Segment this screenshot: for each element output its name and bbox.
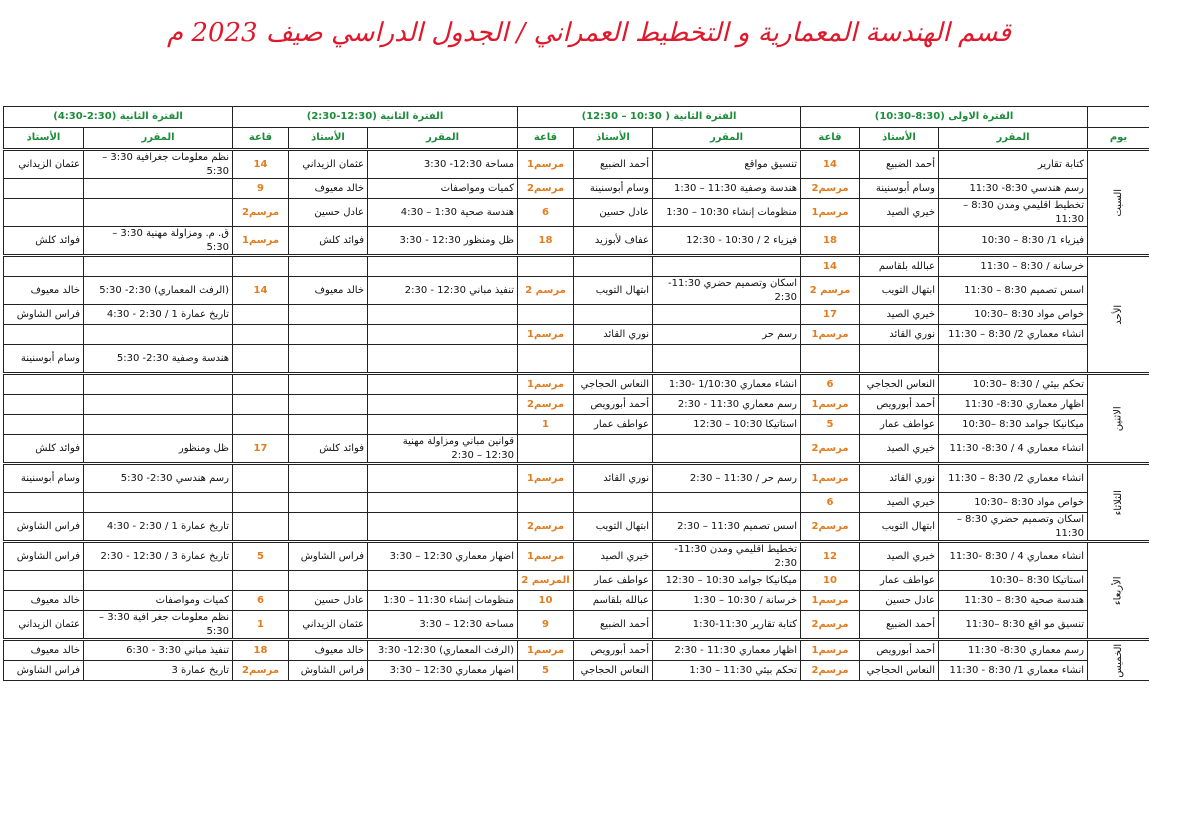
course-cell: انشاء معماري 4 / 8:30 -11:30: [939, 542, 1088, 571]
room-cell: [233, 415, 289, 435]
teacher-cell: فراس الشاوش: [4, 513, 84, 542]
schedule-row: [4, 464, 1150, 493]
schedule-row: [4, 256, 1150, 277]
room-cell: مرسم2: [801, 435, 860, 464]
course-cell: ظل ومنظور 12:30 - 3:30: [368, 227, 518, 256]
room-cell: 9: [518, 611, 574, 640]
room-cell: 5: [801, 415, 860, 435]
teacher-cell: النعاس الحجاجي: [574, 374, 653, 395]
course-cell: رسم حر / 11:30 – 2:30: [653, 464, 801, 493]
schedule-row: [4, 374, 1150, 395]
room-cell: 14: [801, 150, 860, 179]
course-cell: تاريخ عمارة 1 / 2:30 - 4:30: [84, 513, 233, 542]
teacher-cell: [289, 305, 368, 325]
teacher-cell: خيري الصيد: [860, 493, 939, 513]
course-cell: هندسة صحية 8:30 – 11:30: [939, 591, 1088, 611]
teacher-cell: عادل حسين: [860, 591, 939, 611]
room-cell: 5: [233, 542, 289, 571]
header-teacher: الأستاذ: [4, 128, 84, 150]
teacher-cell: أحمد أبورويص: [860, 640, 939, 661]
course-cell: ميكانيكا جوامد 10:30 – 12:30: [653, 571, 801, 591]
room-cell: 18: [801, 227, 860, 256]
period-3-header: الفترة الثانية (12:30-2:30): [233, 107, 518, 128]
course-cell: تاريخ عمارة 3: [84, 661, 233, 681]
schedule-row: [4, 435, 1150, 464]
course-cell: [84, 395, 233, 415]
teacher-cell: [860, 227, 939, 256]
teacher-cell: نوري القائد: [860, 464, 939, 493]
day-cell: [1088, 464, 1149, 542]
teacher-cell: فراس الشاوش: [4, 661, 84, 681]
room-cell: مرسم1: [518, 150, 574, 179]
course-cell: كميات ومواصفات: [84, 591, 233, 611]
room-cell: 6: [801, 493, 860, 513]
course-cell: قوانين مباني ومزاولة مهنية 12:30 – 2:30: [368, 435, 518, 464]
schedule-sheet: [3, 106, 1149, 836]
teacher-cell: ابتهال التويب: [860, 277, 939, 305]
teacher-cell: [860, 345, 939, 374]
course-cell: [368, 325, 518, 345]
room-cell: مرسم 2: [518, 277, 574, 305]
column-header-row: [4, 128, 1150, 150]
day-cell: [1088, 640, 1149, 681]
teacher-cell: [289, 493, 368, 513]
course-cell: منظومات إنشاء 11:30 – 1:30: [368, 591, 518, 611]
teacher-cell: عثمان الزيداني: [4, 150, 84, 179]
course-cell: [84, 374, 233, 395]
room-cell: [518, 345, 574, 374]
header-day: يوم: [1088, 128, 1149, 150]
teacher-cell: عثمان الزيداني: [4, 611, 84, 640]
schedule-row: [4, 661, 1150, 681]
room-cell: 9: [233, 179, 289, 199]
room-cell: مرسم1: [801, 640, 860, 661]
teacher-cell: فراس الشاوش: [4, 305, 84, 325]
course-cell: رسم هندسي 2:30- 5:30: [84, 464, 233, 493]
teacher-cell: عواطف عمار: [860, 571, 939, 591]
course-cell: انشاء معماري 1/ 8:30 - 11:30: [939, 661, 1088, 681]
teacher-cell: خيري الصيد: [860, 435, 939, 464]
course-cell: اسكان وتصميم حضري 8:30 – 11:30: [939, 513, 1088, 542]
teacher-cell: عادل حسين: [289, 591, 368, 611]
room-cell: مرسم2: [233, 661, 289, 681]
course-cell: خواص مواد 8:30 –10:30: [939, 305, 1088, 325]
room-cell: مرسم1: [801, 464, 860, 493]
teacher-cell: [574, 435, 653, 464]
course-cell: رسم هندسي 8:30- 11:30: [939, 179, 1088, 199]
teacher-cell: خالد معيوف: [4, 277, 84, 305]
room-cell: [518, 435, 574, 464]
room-cell: 6: [801, 374, 860, 395]
day-name: الاثنين: [1112, 406, 1124, 431]
room-cell: 14: [233, 150, 289, 179]
teacher-cell: أحمد أبورويص: [860, 395, 939, 415]
header-room: قاعة: [233, 128, 289, 150]
course-cell: تنسيق مواقع: [653, 150, 801, 179]
teacher-cell: [4, 325, 84, 345]
day-name: السبت: [1112, 188, 1124, 217]
schedule-row: [4, 305, 1150, 325]
schedule-row: [4, 277, 1150, 305]
room-cell: مرسم1: [518, 542, 574, 571]
course-cell: [84, 179, 233, 199]
course-cell: خرسانة / 10:30 – 1:30: [653, 591, 801, 611]
course-cell: [84, 256, 233, 277]
teacher-cell: وسام أبوسنينة: [860, 179, 939, 199]
room-cell: 14: [233, 277, 289, 305]
room-cell: المرسم 2: [518, 571, 574, 591]
course-cell: تحكم بيئي / 8:30 –10:30: [939, 374, 1088, 395]
room-cell: مرسم2: [801, 179, 860, 199]
course-cell: تاريخ عمارة 3 / 12:30 - 2:30: [84, 542, 233, 571]
teacher-cell: أحمد الضبيع: [574, 611, 653, 640]
teacher-cell: [289, 325, 368, 345]
course-cell: هندسة وصفية 2:30- 5:30: [84, 345, 233, 374]
course-cell: تنفيذ مباني 12:30 - 2:30: [368, 277, 518, 305]
header-course: المقرر: [939, 128, 1088, 150]
course-cell: تخطيط اقليمي ومدن 8:30 – 11:30: [939, 199, 1088, 227]
course-cell: فيزياء 2 / 10:30 - 12:30: [653, 227, 801, 256]
teacher-cell: عواطف عمار: [574, 415, 653, 435]
teacher-cell: [4, 374, 84, 395]
teacher-cell: فراس الشاوش: [289, 542, 368, 571]
room-cell: مرسم2: [518, 395, 574, 415]
teacher-cell: [4, 199, 84, 227]
course-cell: [653, 256, 801, 277]
course-cell: [84, 571, 233, 591]
room-cell: [518, 256, 574, 277]
course-cell: [653, 345, 801, 374]
room-cell: [518, 493, 574, 513]
room-cell: مرسم2: [801, 661, 860, 681]
teacher-cell: [289, 345, 368, 374]
room-cell: 10: [518, 591, 574, 611]
room-cell: 1: [233, 611, 289, 640]
course-cell: اسكان وتصميم حضري 11:30- 2:30: [653, 277, 801, 305]
room-cell: مرسم2: [801, 513, 860, 542]
room-cell: [233, 513, 289, 542]
teacher-cell: عبالله بلقاسم: [574, 591, 653, 611]
course-cell: انشاء معماري 2/ 8:30 – 11:30: [939, 325, 1088, 345]
day-header-spacer: [1088, 107, 1149, 128]
period-2-header: الفترة الثانية ( 10:30 – 12:30): [518, 107, 801, 128]
teacher-cell: أحمد أبورويص: [574, 395, 653, 415]
teacher-cell: خالد معيوف: [289, 179, 368, 199]
header-course: المقرر: [368, 128, 518, 150]
period-1-header: الفترة الاولى (8:30-10:30): [801, 107, 1088, 128]
course-cell: نظم معلومات جغر افية 3:30 – 5:30: [84, 611, 233, 640]
teacher-cell: [289, 374, 368, 395]
course-cell: [368, 374, 518, 395]
schedule-row: [4, 640, 1150, 661]
course-cell: [368, 345, 518, 374]
room-cell: [233, 464, 289, 493]
schedule-row: [4, 571, 1150, 591]
teacher-cell: فراس الشاوش: [4, 542, 84, 571]
course-cell: رسم معماري 11:30 - 2:30: [653, 395, 801, 415]
teacher-cell: [574, 305, 653, 325]
course-cell: [653, 493, 801, 513]
course-cell: [368, 513, 518, 542]
teacher-cell: عواطف عمار: [574, 571, 653, 591]
room-cell: مرسم1: [801, 591, 860, 611]
teacher-cell: ابتهال التويب: [574, 513, 653, 542]
teacher-cell: أحمد الضبيع: [860, 611, 939, 640]
teacher-cell: [4, 493, 84, 513]
room-cell: [518, 305, 574, 325]
room-cell: [801, 345, 860, 374]
teacher-cell: [289, 256, 368, 277]
room-cell: مرسم1: [801, 199, 860, 227]
teacher-cell: النعاس الحجاجي: [860, 661, 939, 681]
teacher-cell: [4, 571, 84, 591]
room-cell: 12: [801, 542, 860, 571]
course-cell: [939, 345, 1088, 374]
teacher-cell: فوائد كلش: [289, 435, 368, 464]
room-cell: مرسم 2: [801, 277, 860, 305]
teacher-cell: عثمان الزيداني: [289, 611, 368, 640]
teacher-cell: نوري القائد: [574, 325, 653, 345]
course-cell: [368, 415, 518, 435]
teacher-cell: [289, 464, 368, 493]
course-cell: تاريخ عمارة 1 / 2:30 - 4:30: [84, 305, 233, 325]
teacher-cell: عفاف لأبوزيد: [574, 227, 653, 256]
room-cell: مرسم1: [233, 227, 289, 256]
course-cell: اضهار معماري 12:30 – 3:30: [368, 661, 518, 681]
teacher-cell: أحمد أبورويص: [574, 640, 653, 661]
course-cell: [653, 435, 801, 464]
course-cell: [368, 395, 518, 415]
course-cell: مساحة 12:30- 3:30: [368, 150, 518, 179]
room-cell: 6: [233, 591, 289, 611]
day-name: الأحد: [1112, 304, 1124, 325]
room-cell: مرسم1: [801, 325, 860, 345]
teacher-cell: وسام أبوسنينة: [574, 179, 653, 199]
teacher-cell: [289, 395, 368, 415]
room-cell: [233, 256, 289, 277]
room-cell: 14: [801, 256, 860, 277]
teacher-cell: خالد معيوف: [4, 640, 84, 661]
course-cell: اسس تصميم 8:30 – 11:30: [939, 277, 1088, 305]
teacher-cell: خالد معيوف: [4, 591, 84, 611]
schedule-row: [4, 199, 1150, 227]
room-cell: 10: [801, 571, 860, 591]
header-course: المقرر: [84, 128, 233, 150]
room-cell: مرسم1: [518, 374, 574, 395]
teacher-cell: [574, 256, 653, 277]
room-cell: 17: [233, 435, 289, 464]
day-cell: [1088, 374, 1149, 464]
header-course: المقرر: [653, 128, 801, 150]
course-cell: رسم معماري 8:30- 11:30: [939, 640, 1088, 661]
teacher-cell: عادل حسين: [574, 199, 653, 227]
teacher-cell: أحمد الضبيع: [574, 150, 653, 179]
period-header-row: [4, 107, 1150, 128]
course-cell: كتابة تقارير: [939, 150, 1088, 179]
room-cell: [233, 305, 289, 325]
teacher-cell: [4, 256, 84, 277]
schedule-row: [4, 395, 1150, 415]
day-cell: [1088, 150, 1149, 256]
room-cell: مرسم2: [518, 513, 574, 542]
teacher-cell: خالد معيوف: [289, 277, 368, 305]
course-cell: رسم حر: [653, 325, 801, 345]
course-cell: استاتيكا 10:30 – 12:30: [653, 415, 801, 435]
course-cell: منظومات إنشاء 10:30 – 1:30: [653, 199, 801, 227]
room-cell: 1: [518, 415, 574, 435]
course-cell: [368, 571, 518, 591]
course-cell: انشاء معماري 1/10:30 -1:30: [653, 374, 801, 395]
period-4-header: الفترة الثانية (2:30-4:30): [4, 107, 233, 128]
room-cell: مرسم1: [801, 395, 860, 415]
course-cell: [368, 256, 518, 277]
teacher-cell: [4, 415, 84, 435]
header-teacher: الأستاذ: [574, 128, 653, 150]
room-cell: مرسم1: [518, 464, 574, 493]
course-cell: اضهار معماري 12:30 – 3:30: [368, 542, 518, 571]
schedule-table: [3, 106, 1149, 681]
course-cell: تخطيط اقليمي ومدن 11:30- 2:30: [653, 542, 801, 571]
teacher-cell: فوائد كلش: [4, 227, 84, 256]
room-cell: 17: [801, 305, 860, 325]
teacher-cell: [289, 513, 368, 542]
teacher-cell: فوائد كلش: [289, 227, 368, 256]
header-room: قاعة: [518, 128, 574, 150]
schedule-row: [4, 611, 1150, 640]
teacher-cell: فوائد كلش: [4, 435, 84, 464]
schedule-row: [4, 227, 1150, 256]
room-cell: مرسم1: [518, 325, 574, 345]
teacher-cell: ابتهال التويب: [574, 277, 653, 305]
room-cell: 18: [518, 227, 574, 256]
schedule-row: [4, 542, 1150, 571]
room-cell: 5: [518, 661, 574, 681]
teacher-cell: نوري القائد: [574, 464, 653, 493]
day-cell: [1088, 256, 1149, 374]
course-cell: اظهار معماري 11:30 - 2:30: [653, 640, 801, 661]
teacher-cell: خالد معيوف: [289, 640, 368, 661]
header-teacher: الأستاذ: [289, 128, 368, 150]
schedule-row: [4, 150, 1150, 179]
room-cell: [233, 325, 289, 345]
room-cell: مرسم1: [518, 640, 574, 661]
course-cell: هندسة صحية 1:30 – 4:30: [368, 199, 518, 227]
teacher-cell: [289, 415, 368, 435]
teacher-cell: وسام أبوسنينة: [4, 464, 84, 493]
page-title: قسم الهندسة المعمارية و التخطيط العمراني / الجدول الدراسي صيف 2023 م: [167, 18, 1011, 48]
course-cell: [368, 464, 518, 493]
course-cell: ظل ومنظور: [84, 435, 233, 464]
day-name: الأربعاء: [1112, 576, 1124, 605]
course-cell: [84, 493, 233, 513]
course-cell: [84, 415, 233, 435]
schedule-row: [4, 325, 1150, 345]
course-cell: نظم معلومات جغرافية 3:30 – 5:30: [84, 150, 233, 179]
day-cell: [1088, 542, 1149, 640]
room-cell: [233, 395, 289, 415]
course-cell: استاتيكا 8:30 –10:30: [939, 571, 1088, 591]
course-cell: [84, 325, 233, 345]
course-cell: تنفيذ مباني 3:30 - 6:30: [84, 640, 233, 661]
course-cell: اظهار معماري 8:30- 11:30: [939, 395, 1088, 415]
room-cell: [233, 493, 289, 513]
teacher-cell: فراس الشاوش: [289, 661, 368, 681]
day-name: الثلاثاء: [1112, 489, 1124, 516]
room-cell: مرسم2: [518, 179, 574, 199]
schedule-row: [4, 415, 1150, 435]
teacher-cell: عواطف عمار: [860, 415, 939, 435]
course-cell: [653, 305, 801, 325]
course-cell: [368, 305, 518, 325]
course-cell: خواص مواد 8:30 –10:30: [939, 493, 1088, 513]
schedule-row: [4, 179, 1150, 199]
teacher-cell: [289, 571, 368, 591]
teacher-cell: خيري الصيد: [860, 199, 939, 227]
teacher-cell: عبالله بلقاسم: [860, 256, 939, 277]
teacher-cell: [4, 395, 84, 415]
teacher-cell: النعاس الحجاجي: [860, 374, 939, 395]
teacher-cell: عثمان الزيداني: [289, 150, 368, 179]
course-cell: (الرفث المعماري) 2:30- 5:30: [84, 277, 233, 305]
course-cell: هندسة وصفية 11:30 – 1:30: [653, 179, 801, 199]
room-cell: مرسم2: [233, 199, 289, 227]
schedule-row: [4, 345, 1150, 374]
teacher-cell: وسام أبوسنينة: [4, 345, 84, 374]
teacher-cell: نوري القائد: [860, 325, 939, 345]
course-cell: كميات ومواصفات: [368, 179, 518, 199]
teacher-cell: [574, 345, 653, 374]
course-cell: ق. م. ومزاولة مهنية 3:30 – 5:30: [84, 227, 233, 256]
course-cell: فيزياء 1/ 8:30 – 10:30: [939, 227, 1088, 256]
header-teacher: الأستاذ: [860, 128, 939, 150]
room-cell: 6: [518, 199, 574, 227]
header-room: قاعة: [801, 128, 860, 150]
room-cell: [233, 345, 289, 374]
course-cell: ميكانيكا جوامد 8:30 –10:30: [939, 415, 1088, 435]
teacher-cell: أحمد الضبيع: [860, 150, 939, 179]
course-cell: تنسيق مو اقع 8:30 –11:30: [939, 611, 1088, 640]
room-cell: 18: [233, 640, 289, 661]
schedule-row: [4, 513, 1150, 542]
teacher-cell: خيري الصيد: [574, 542, 653, 571]
course-cell: انشاء معماري 2/ 8:30 – 11:30: [939, 464, 1088, 493]
course-cell: مساحة 12:30 – 3:30: [368, 611, 518, 640]
teacher-cell: [574, 493, 653, 513]
teacher-cell: النعاس الحجاجي: [574, 661, 653, 681]
schedule-body: [4, 150, 1150, 681]
course-cell: انشاء معماري 4 / 8:30- 11:30: [939, 435, 1088, 464]
room-cell: مرسم2: [801, 611, 860, 640]
teacher-cell: [4, 179, 84, 199]
room-cell: [233, 374, 289, 395]
course-cell: [84, 199, 233, 227]
course-cell: [368, 493, 518, 513]
teacher-cell: ابتهال التويب: [860, 513, 939, 542]
teacher-cell: عادل حسين: [289, 199, 368, 227]
course-cell: كتابة تقارير 11:30-1:30: [653, 611, 801, 640]
course-cell: اسس تصميم 11:30 – 2:30: [653, 513, 801, 542]
course-cell: تحكم بيئي 11:30 – 1:30: [653, 661, 801, 681]
room-cell: [233, 571, 289, 591]
course-cell: (الرفث المعماري) 12:30- 3:30: [368, 640, 518, 661]
teacher-cell: خيري الصيد: [860, 305, 939, 325]
schedule-row: [4, 591, 1150, 611]
course-cell: خرسانة / 8:30 – 11:30: [939, 256, 1088, 277]
day-name: الخميس: [1112, 643, 1124, 678]
teacher-cell: خيري الصيد: [860, 542, 939, 571]
schedule-row: [4, 493, 1150, 513]
